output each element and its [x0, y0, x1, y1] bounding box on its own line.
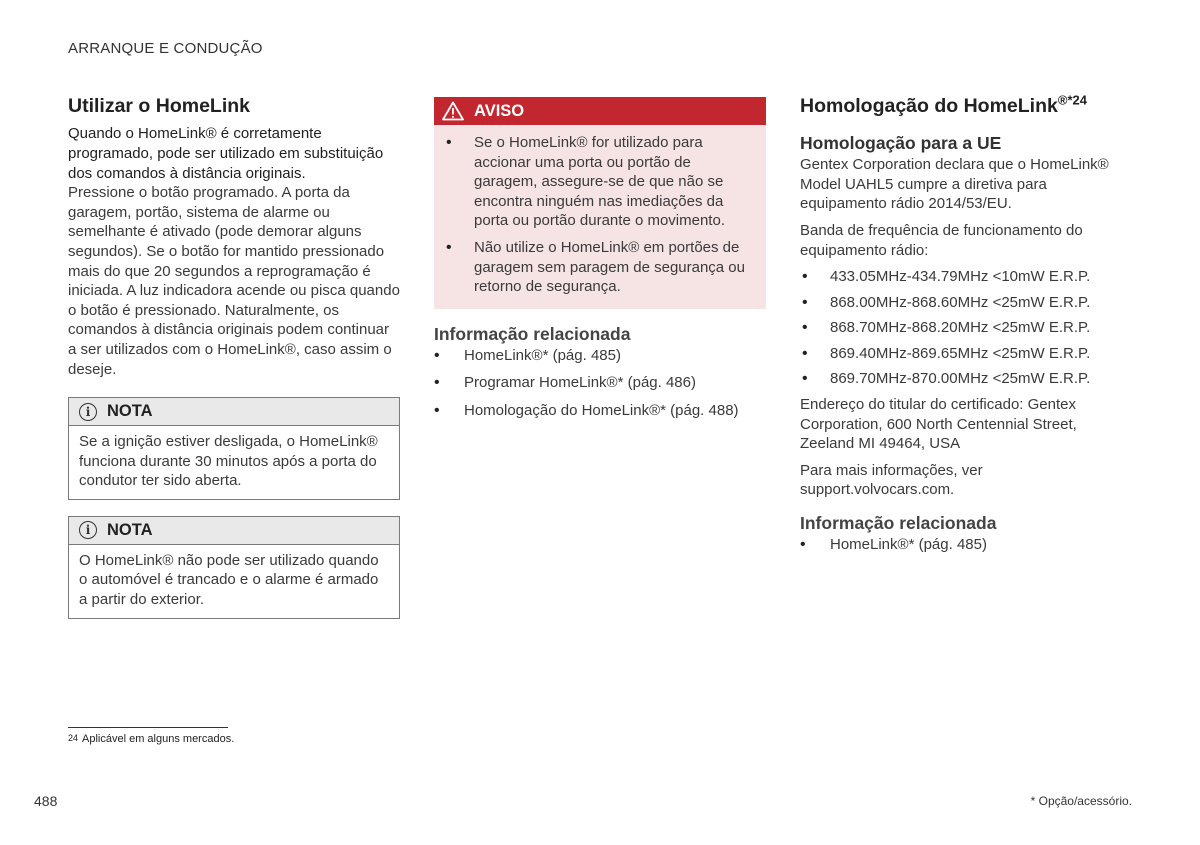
note-box [68, 516, 400, 619]
related-title: Informação relacionada [800, 513, 997, 534]
note-text: Se a ignição estiver desligada, o HomeLink® funciona durante 30 minutos após a porta do condutor ter sido aberta. [79, 433, 378, 490]
related-link[interactable]: • HomeLink®* (pág. 485) [800, 535, 1132, 555]
warning-triangle-icon [442, 101, 464, 121]
band-text: Banda de frequência de funcionamento do equipamento rádio: [800, 221, 1083, 259]
frequency-item: • 868.70MHz-868.20MHz <25mW E.R.P. [800, 318, 1132, 338]
note-label: NOTA [107, 402, 153, 421]
warning-item: • Se o HomeLink® for utilizado para accionar uma porta ou portão de garagem, assegure-se de que não se encontra ninguém nas imediações da porta ou portão durante o movimento. [444, 133, 752, 231]
related-link[interactable]: • Programar HomeLink®* (pág. 486) [434, 373, 766, 393]
note-text: O HomeLink® não pode ser utilizado quando o automóvel é trancado e o alarme é armado a partir do exterior. [79, 551, 379, 609]
more-info-text: Para mais informações, ver [800, 461, 983, 479]
section-header: ARRANQUE E CONDUÇÃO [68, 40, 263, 57]
column-use-homelink [68, 94, 400, 619]
column-warning [434, 97, 766, 428]
option-note: * Opção/acessório. [1030, 794, 1132, 808]
footnote: $^{24}$ Aplicável em alguns mercados. [68, 733, 235, 745]
body-paragraph: Pressione o botão programado. A porta da garagem, portão, sistema de alarme ou semelhante é ativado (pode demorar alguns segundos). Se o botão for mantido pressionado mais do que 20 segundos a reprogramação é iniciada. A luz indicadora acende ou pisca quando o botão é pressionado. Naturalmente, os comandos à distância originais podem continuar a ser utilizados com o HomeLink®, caso assim o deseje. [68, 184, 400, 378]
info-icon: i [79, 521, 97, 539]
note-header [69, 517, 399, 545]
eu-title: Homologação para a UE [800, 133, 1002, 154]
warning-item: • Não utilize o HomeLink® em portões de garagem sem paragem de segurança ou retorno de segurança. [444, 238, 752, 297]
related-link[interactable]: • Homologação do HomeLink®* (pág. 488) [434, 401, 766, 421]
warning-header [434, 97, 766, 125]
frequency-item: • 869.40MHz-869.65MHz <25mW E.R.P. [800, 344, 1132, 364]
homologation-title: Homologação do HomeLink$^{®*24}$ [800, 92, 1087, 117]
address-text: Endereço do titular do certificado: Gentex Corporation, 600 North Centennial Street, Zeeland MI 49464, USA [800, 396, 1077, 453]
info-icon: i [79, 403, 97, 421]
footnote-rule [68, 727, 228, 728]
related-title: Informação relacionada [434, 323, 631, 344]
section-title: Utilizar o HomeLink [68, 95, 251, 117]
column-homologation [800, 94, 1132, 562]
frequency-item: • 868.00MHz-868.60MHz <25mW E.R.P. [800, 293, 1132, 313]
warning-box [434, 97, 766, 309]
intro-paragraph: Quando o HomeLink® é corretamente programado, pode ser utilizado em substituição dos comandos à distância originais. [68, 125, 384, 182]
eu-text: Gentex Corporation declara que o HomeLink® Model UAHL5 cumpre a diretiva para equipamento rádio 2014/53/EU. [800, 156, 1109, 213]
note-label: NOTA [107, 520, 153, 539]
frequency-item: • 433.05MHz-434.79MHz <10mW E.R.P. [800, 267, 1132, 287]
support-link[interactable]: support.volvocars.com. [800, 481, 955, 499]
frequency-item: • 869.70MHz-870.00MHz <25mW E.R.P. [800, 369, 1132, 389]
page-number: 488 [34, 793, 58, 809]
note-box [68, 397, 400, 500]
note-header [69, 398, 399, 426]
warning-label: AVISO [474, 101, 525, 120]
related-link[interactable]: • HomeLink®* (pág. 485) [434, 346, 766, 366]
